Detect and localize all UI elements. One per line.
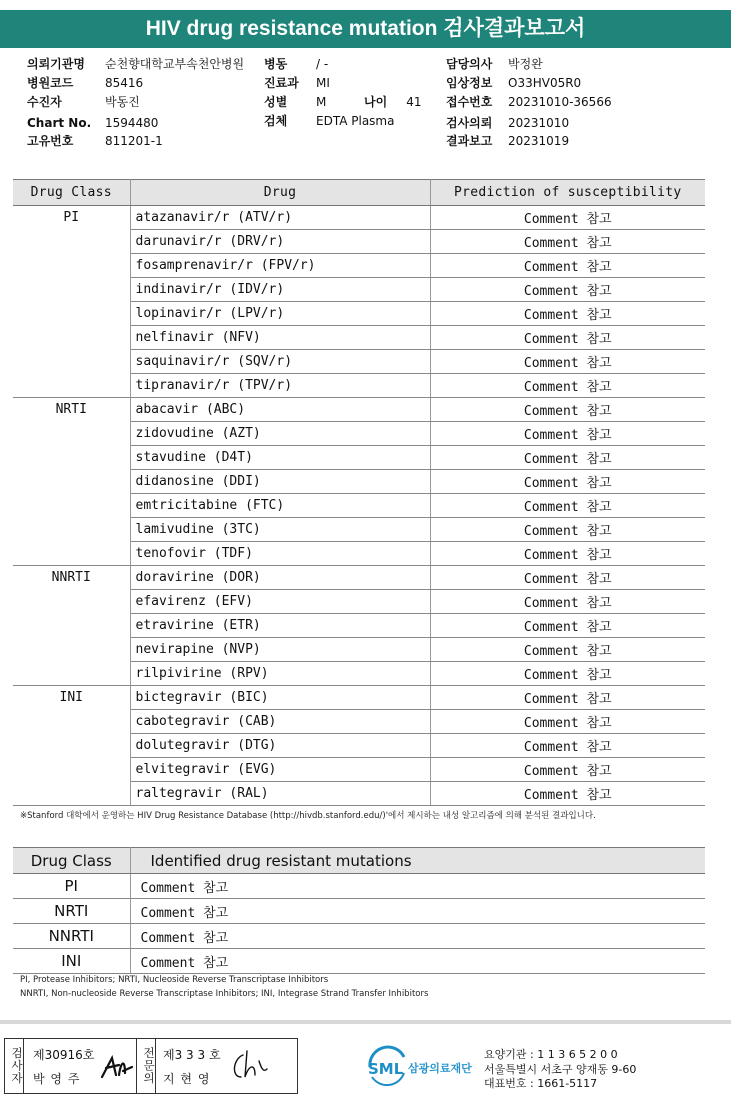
org-name: 삼광의료재단	[408, 1062, 472, 1075]
info-value: 1594480	[105, 116, 159, 130]
info-value: 811201-1	[105, 134, 163, 148]
confirmer-signature-icon	[227, 1047, 271, 1085]
info-label: 진료과	[264, 76, 299, 90]
prediction-cell: Comment 참고	[430, 566, 705, 590]
prediction-cell: Comment 참고	[430, 638, 705, 662]
drug-name-cell: abacavir (ABC)	[130, 398, 430, 422]
info-field	[27, 116, 159, 130]
info-value: O33HV05R0	[508, 76, 582, 90]
mutation-value-cell: Comment 참고	[130, 874, 705, 899]
drug-name-cell: tipranavir/r (TPV/r)	[130, 374, 430, 398]
drug-name-cell: indinavir/r (IDV/r)	[130, 278, 430, 302]
info-label: 담당의사	[446, 57, 493, 71]
info-value: 박정완	[508, 57, 543, 71]
table-header-row	[13, 180, 705, 206]
drug-name-cell: nelfinavir (NFV)	[130, 326, 430, 350]
drug-name-cell: didanosine (DDI)	[130, 470, 430, 494]
drug-name-cell: darunavir/r (DRV/r)	[130, 230, 430, 254]
prediction-cell: Comment 참고	[430, 398, 705, 422]
drug-name-cell: lamivudine (3TC)	[130, 518, 430, 542]
prediction-cell: Comment 참고	[430, 662, 705, 686]
info-field	[27, 95, 140, 109]
table-row	[13, 874, 705, 899]
header-prediction: Prediction of susceptibility	[430, 180, 705, 206]
mutation-class-cell: INI	[13, 949, 130, 974]
prediction-cell: Comment 참고	[430, 686, 705, 710]
prediction-cell: Comment 참고	[430, 518, 705, 542]
info-label: 검체	[264, 114, 288, 128]
drug-name-cell: emtricitabine (FTC)	[130, 494, 430, 518]
info-field	[446, 57, 543, 71]
header-drug-class: Drug Class	[13, 848, 130, 874]
drug-class-cell: NNRTI	[13, 566, 130, 686]
signature-box	[4, 1038, 298, 1094]
header-drug: Drug	[130, 180, 430, 206]
institution-code: 요양기관 : 1 1 3 6 5 2 0 0	[484, 1048, 618, 1061]
prediction-cell: Comment 참고	[430, 350, 705, 374]
drug-name-cell: cabotegravir (CAB)	[130, 710, 430, 734]
prediction-cell: Comment 참고	[430, 254, 705, 278]
info-value: MI	[316, 76, 330, 90]
info-value: 20231010	[508, 116, 570, 130]
info-field	[27, 57, 245, 71]
info-value: M	[316, 95, 327, 109]
info-field	[446, 76, 582, 90]
drug-class-cell: PI	[13, 206, 130, 398]
mutation-class-cell: PI	[13, 874, 130, 899]
prediction-cell: Comment 참고	[430, 422, 705, 446]
prediction-cell: Comment 참고	[430, 758, 705, 782]
stanford-footnote: ※Stanford 대학에서 운영하는 HIV Drug Resistance Database (http://hivdb.stanford.edu/)'에서 제시하는 내성 알고리즘에 의해 분석된 결과입니다.	[20, 811, 596, 821]
table-row	[13, 686, 705, 710]
prediction-cell: Comment 참고	[430, 710, 705, 734]
table-row	[13, 566, 705, 590]
prediction-cell: Comment 참고	[430, 278, 705, 302]
age-label: 나이	[364, 95, 388, 109]
age-value: 41	[406, 95, 422, 109]
info-field	[264, 114, 395, 128]
drug-name-cell: raltegravir (RAL)	[130, 782, 430, 806]
prediction-cell: Comment 참고	[430, 734, 705, 758]
drug-name-cell: lopinavir/r (LPV/r)	[130, 302, 430, 326]
prediction-cell: Comment 참고	[430, 446, 705, 470]
info-field	[446, 95, 612, 109]
org-phone: 대표번호 : 1661-5117	[484, 1077, 598, 1090]
info-value: EDTA Plasma	[316, 114, 395, 128]
prediction-cell: Comment 참고	[430, 230, 705, 254]
abbreviation-line-2: NNRTI, Non-nucleoside Reverse Transcriptase Inhibitors; INI, Integrase Strand Transfer Inhibitors	[20, 989, 429, 999]
info-label: 병원코드	[27, 76, 74, 90]
info-label: 검사의뢰	[446, 116, 493, 130]
mutation-class-cell: NRTI	[13, 899, 130, 924]
tester-label: 검사자	[5, 1039, 24, 1093]
table-row	[13, 398, 705, 422]
age-field	[364, 95, 422, 109]
header-drug-class: Drug Class	[13, 180, 130, 206]
info-label: 임상정보	[446, 76, 493, 90]
info-field	[446, 116, 570, 130]
drug-name-cell: atazanavir/r (ATV/r)	[130, 206, 430, 230]
drug-name-cell: elvitegravir (EVG)	[130, 758, 430, 782]
drug-susceptibility-table	[13, 179, 705, 806]
drug-class-cell: INI	[13, 686, 130, 806]
mutation-class-cell: NNRTI	[13, 924, 130, 949]
info-value: 20231019	[508, 134, 570, 148]
drug-name-cell: etravirine (ETR)	[130, 614, 430, 638]
footer-divider	[0, 1020, 731, 1024]
mutation-value-cell: Comment 참고	[130, 924, 705, 949]
info-field	[264, 95, 327, 109]
prediction-cell: Comment 참고	[430, 206, 705, 230]
drug-name-cell: tenofovir (TDF)	[130, 542, 430, 566]
info-field	[446, 134, 570, 148]
tester-name: 박 영 주	[33, 1072, 81, 1086]
drug-name-cell: stavudine (D4T)	[130, 446, 430, 470]
info-value: 박동진	[105, 95, 140, 109]
drug-name-cell: fosamprenavir/r (FPV/r)	[130, 254, 430, 278]
info-label: 접수번호	[446, 95, 493, 109]
tester-signature-icon	[99, 1053, 135, 1083]
info-value: 순천향대학교부속천안병원	[105, 57, 245, 71]
prediction-cell: Comment 참고	[430, 590, 705, 614]
drug-name-cell: efavirenz (EFV)	[130, 590, 430, 614]
mutation-value-cell: Comment 참고	[130, 899, 705, 924]
info-field	[27, 76, 144, 90]
org-address: 서울특별시 서초구 양재동 9-60	[484, 1063, 637, 1076]
info-field	[264, 57, 329, 71]
table-row	[13, 899, 705, 924]
table-row	[13, 206, 705, 230]
drug-class-cell: NRTI	[13, 398, 130, 566]
info-label: 수진자	[27, 95, 62, 109]
info-value: 85416	[105, 76, 144, 90]
sml-logo-icon	[366, 1045, 478, 1087]
drug-name-cell: rilpivirine (RPV)	[130, 662, 430, 686]
drug-name-cell: bictegravir (BIC)	[130, 686, 430, 710]
info-label: 성별	[264, 95, 288, 109]
tester-license: 제30916호	[33, 1048, 95, 1062]
info-label: Chart No.	[27, 116, 92, 130]
prediction-cell: Comment 참고	[430, 470, 705, 494]
prediction-cell: Comment 참고	[430, 614, 705, 638]
confirmer-name: 지 현 영	[163, 1072, 211, 1086]
table-row	[13, 924, 705, 949]
abbreviation-line-1: PI, Protease Inhibitors; NRTI, Nucleoside Reverse Transcriptase Inhibitors	[20, 975, 329, 985]
report-title: HIV drug resistance mutation 검사결과보고서	[0, 10, 731, 48]
info-value: 20231010-36566	[508, 95, 612, 109]
mutation-value-cell: Comment 참고	[130, 949, 705, 974]
drug-name-cell: zidovudine (AZT)	[130, 422, 430, 446]
info-label: 병동	[264, 57, 288, 71]
prediction-cell: Comment 참고	[430, 374, 705, 398]
prediction-cell: Comment 참고	[430, 782, 705, 806]
drug-name-cell: nevirapine (NVP)	[130, 638, 430, 662]
drug-name-cell: saquinavir/r (SQV/r)	[130, 350, 430, 374]
prediction-cell: Comment 참고	[430, 302, 705, 326]
info-label: 의뢰기관명	[27, 57, 85, 71]
confirmer-license: 제3 3 3 호	[163, 1048, 221, 1062]
table-row	[13, 949, 705, 974]
confirmer-label: 전문의	[136, 1039, 156, 1093]
mutation-table	[13, 847, 705, 974]
drug-name-cell: dolutegravir (DTG)	[130, 734, 430, 758]
info-field	[27, 134, 163, 148]
info-value: / -	[316, 57, 329, 71]
prediction-cell: Comment 참고	[430, 494, 705, 518]
prediction-cell: Comment 참고	[430, 542, 705, 566]
info-field	[264, 76, 330, 90]
logo-text: SML	[368, 1060, 404, 1078]
drug-name-cell: doravirine (DOR)	[130, 566, 430, 590]
header-mutations: Identified drug resistant mutations	[130, 848, 705, 874]
info-label: 고유번호	[27, 134, 74, 148]
info-label: 결과보고	[446, 134, 493, 148]
table-header-row	[13, 848, 705, 874]
prediction-cell: Comment 참고	[430, 326, 705, 350]
